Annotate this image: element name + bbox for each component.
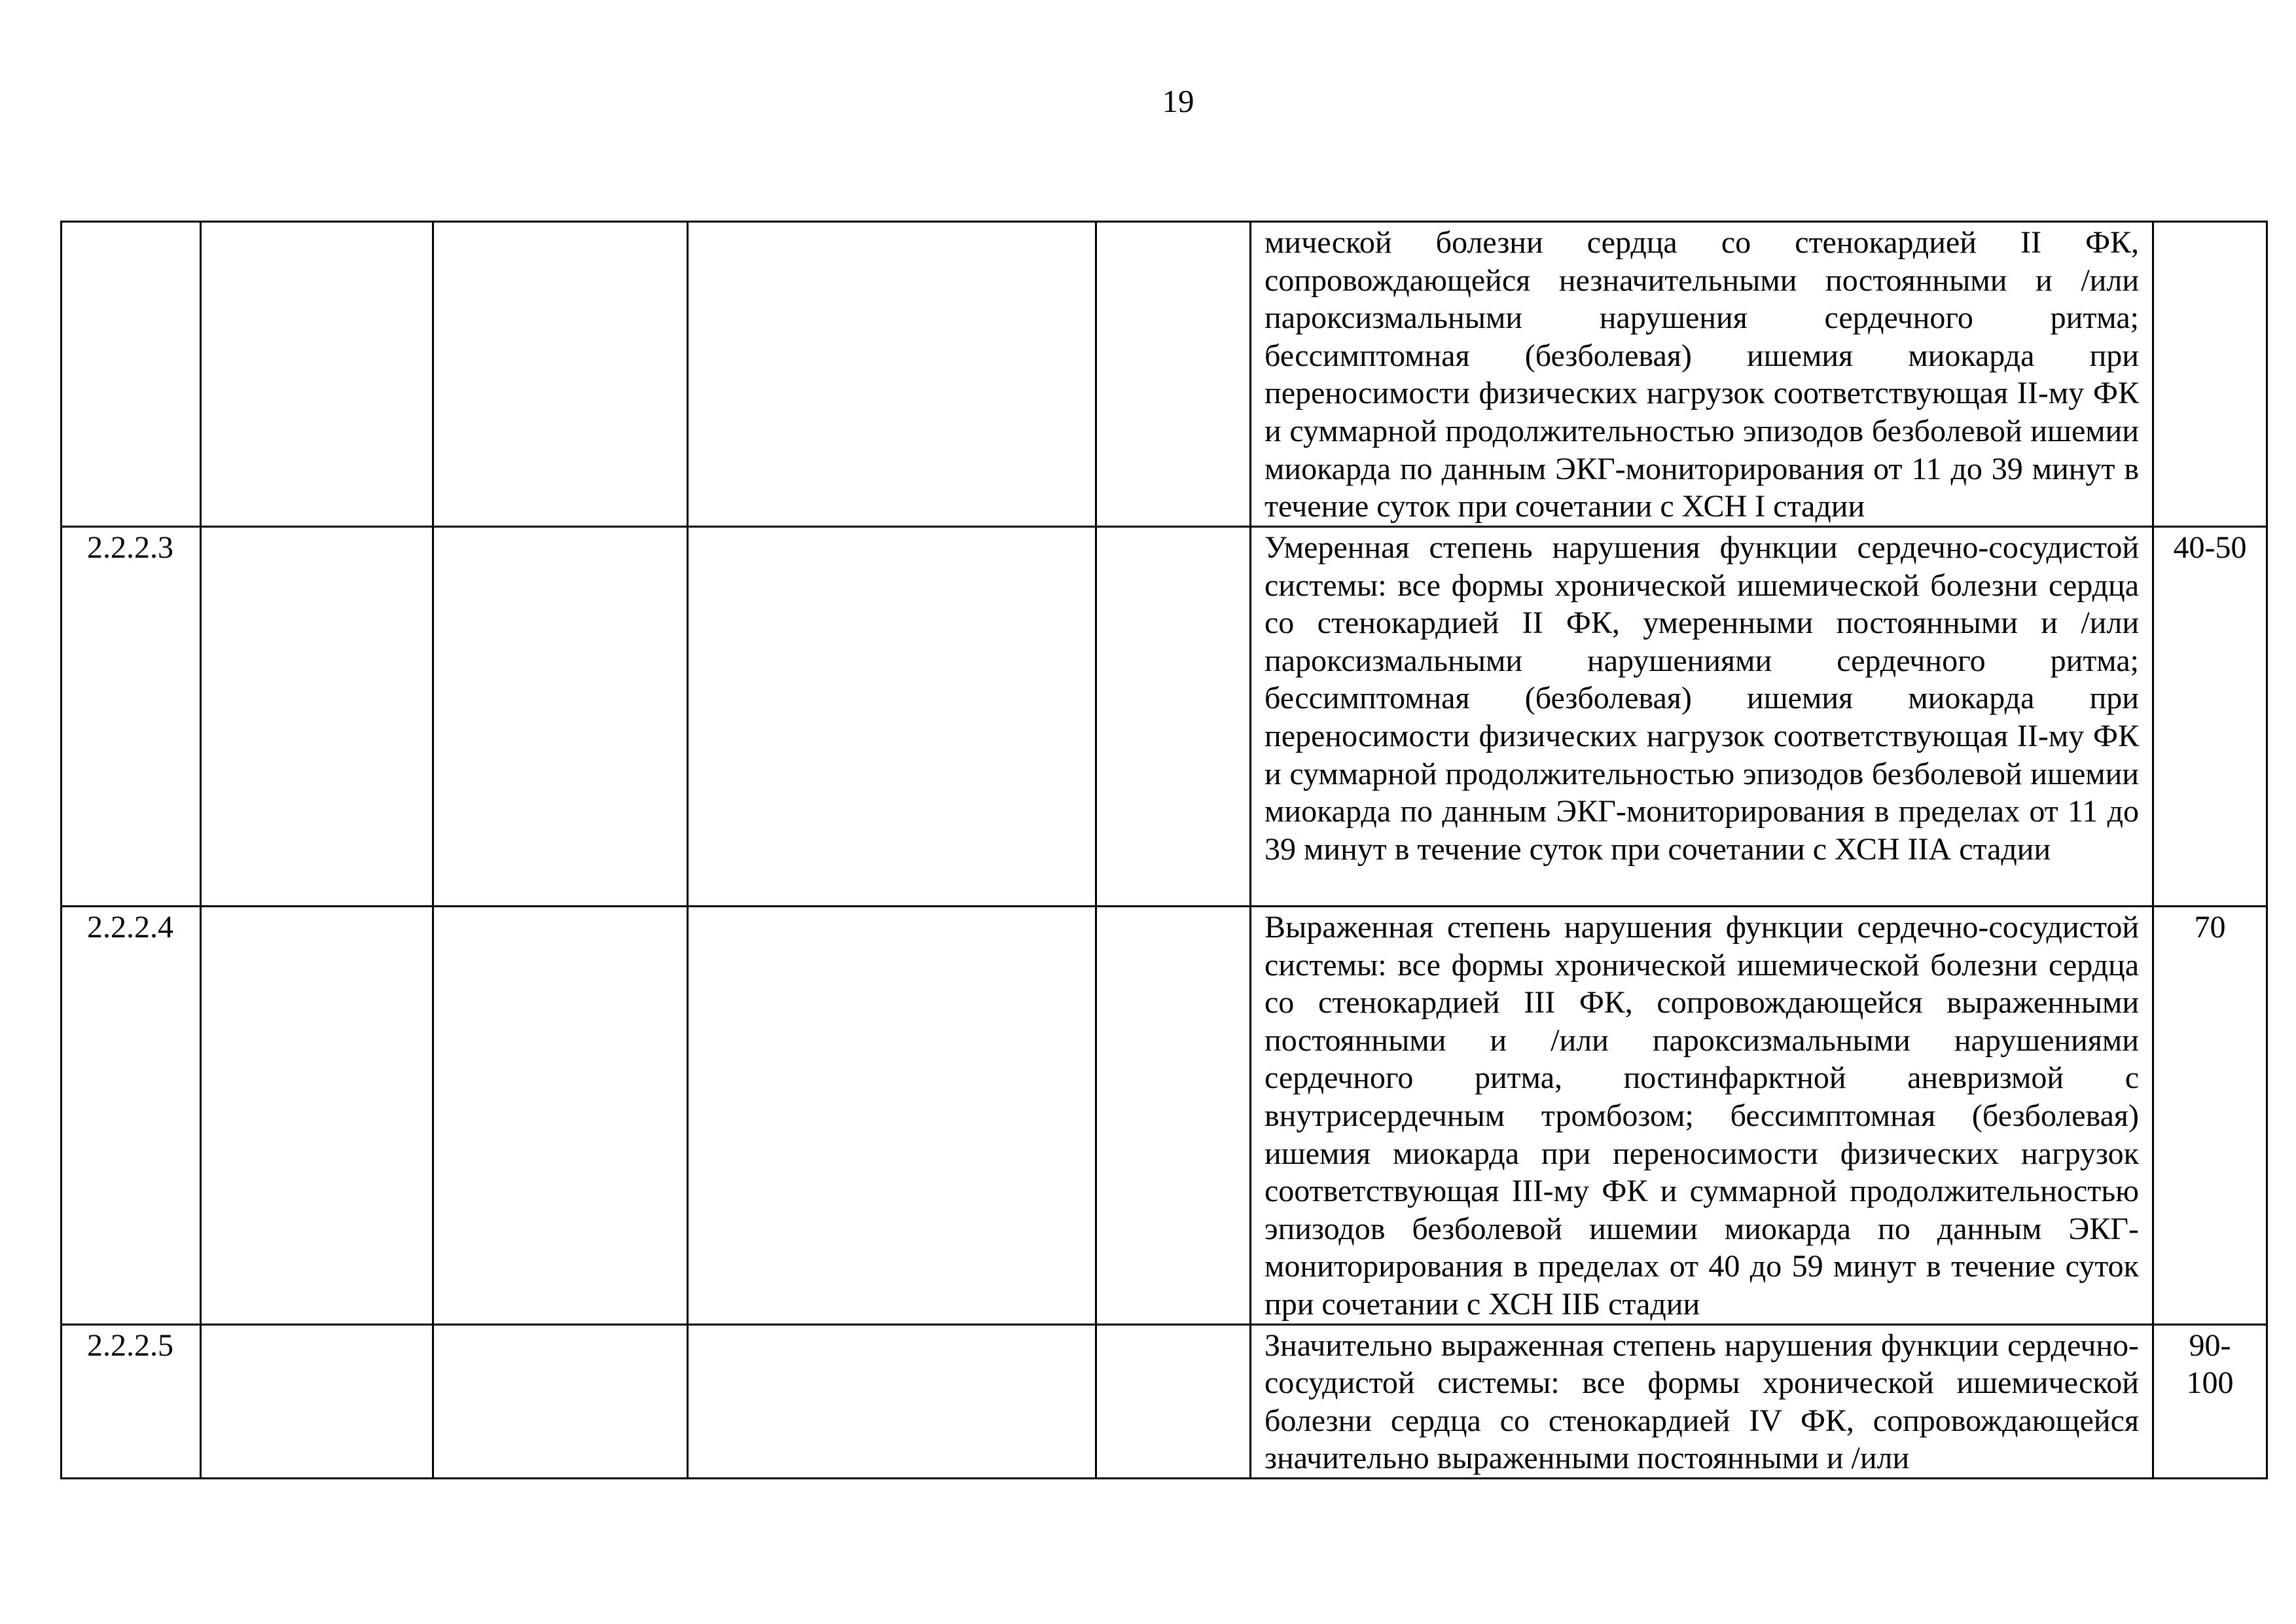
criteria-table: [60, 221, 2268, 1479]
table-row: [62, 527, 2267, 907]
empty-cell: [433, 527, 688, 907]
empty-cell: [433, 907, 688, 1325]
row-description: [1251, 907, 2153, 1325]
empty-cell: [433, 1324, 688, 1478]
score-line: 90-: [2189, 1327, 2231, 1363]
row-score: 40-50: [2153, 527, 2267, 907]
row-code: [62, 222, 201, 527]
empty-cell: [688, 907, 1096, 1325]
row-code: 2.2.2.3: [62, 527, 201, 907]
description-text: мической болезни сердца со стенокардией II ФК, сопровождающейся незначительными постоянными и /или пароксизмальными нарушения сердечного ритма; бессимптомная (безболевая) ишемия миокарда при переносимости физических нагрузок соответствующая II-му ФК и суммарной продолжительностью эпизодов безболевой ишемии миокарда по данным ЭКГ-мониторирования от 11 до 39 минут в течение суток при сочетании с ХСН I стадии: [1265, 225, 2139, 524]
description-text: Умеренная степень нарушения функции сердечно-сосудистой системы: все формы хронической ишемической болезни сердца со стенокардией II ФК, умеренными постоянными и /или пароксизмальными нарушениями сердечного ритма; бессимптомная (безболевая) ишемия миокарда при переносимости физических нагрузок соответствующая II-му ФК и суммарной продолжительностью эпизодов безболевой ишемии миокарда по данным ЭКГ-мониторирования в пределах от 11 до 39 минут в течение суток при сочетании с ХСН IIА стадии: [1265, 530, 2139, 867]
row-code: 2.2.2.4: [62, 907, 201, 1325]
row-code: 2.2.2.5: [62, 1324, 201, 1478]
empty-cell: [688, 527, 1096, 907]
row-description: [1251, 1324, 2153, 1478]
page-number: 19: [1162, 83, 1194, 119]
empty-cell: [201, 907, 433, 1325]
empty-cell: [201, 527, 433, 907]
empty-cell: [1096, 1324, 1251, 1478]
empty-cell: [201, 222, 433, 527]
empty-cell: [688, 1324, 1096, 1478]
row-score: [2153, 1324, 2267, 1478]
row-score: [2153, 222, 2267, 527]
empty-cell: [433, 222, 688, 527]
description-text: Значительно выраженная степень нарушения функции сердечно-сосудистой системы: все формы хронической ишемической болезни сердца со стенокардией IV ФК, сопровождающейся значительно выраженными постоянными и /или: [1265, 1327, 2139, 1476]
empty-cell: [688, 222, 1096, 527]
empty-cell: [1096, 527, 1251, 907]
row-description: [1251, 527, 2153, 907]
table-row: [62, 907, 2267, 1325]
empty-cell: [1096, 222, 1251, 527]
description-text: Выраженная степень нарушения функции сердечно-сосудистой системы: все формы хронической ишемической болезни сердца со стенокардией III ФК, сопровождающейся выраженными постоянными и /или пароксизмальными нарушениями сердечного ритма, постинфарктной аневризмой с внутрисердечным тромбозом; бессимптомная (безболевая) ишемия миокарда при переносимости физических нагрузок соответствующая III-му ФК и суммарной продолжительностью эпизодов безболевой ишемии миокарда по данным ЭКГ-мониторирования в пределах от 40 до 59 минут в течение суток при сочетании с ХСН IIБ стадии: [1265, 910, 2139, 1322]
empty-cell: [1096, 907, 1251, 1325]
table-row: [62, 222, 2267, 527]
table-row: [62, 1324, 2267, 1478]
score-line: 100: [2186, 1365, 2234, 1401]
empty-cell: [201, 1324, 433, 1478]
row-score: 70: [2153, 907, 2267, 1325]
row-description: [1251, 222, 2153, 527]
